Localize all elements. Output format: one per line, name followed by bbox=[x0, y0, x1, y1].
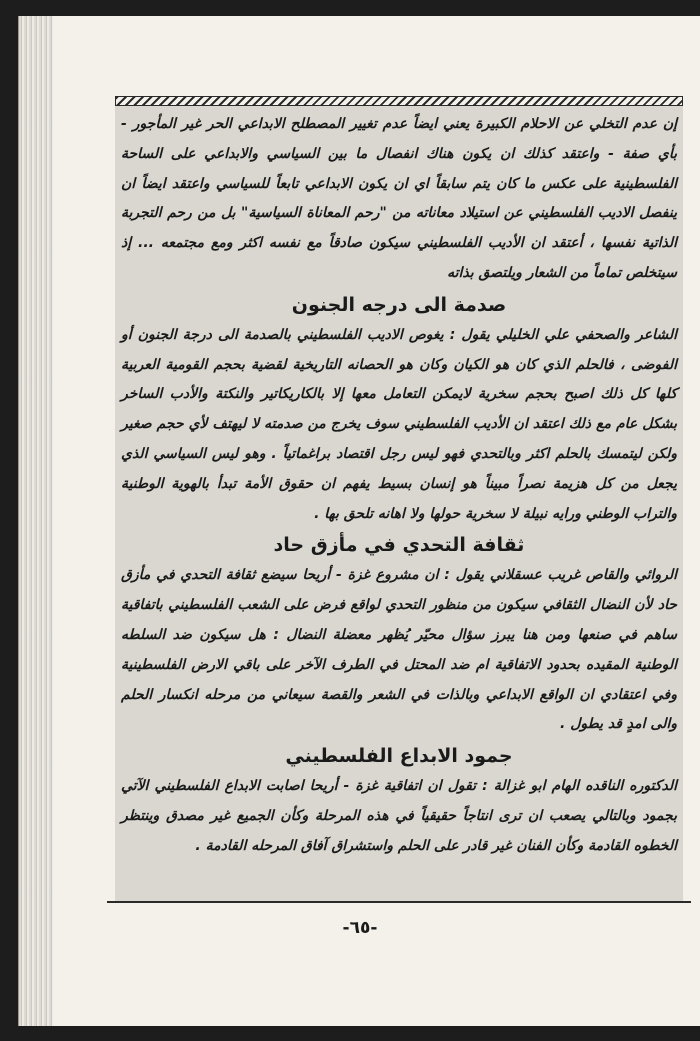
book-page bbox=[18, 16, 700, 1026]
article-body bbox=[115, 110, 683, 900]
bottom-rule bbox=[107, 901, 691, 903]
heading-stagnation: جمود الابداع الفلسطيني bbox=[285, 745, 513, 768]
decorative-border bbox=[115, 96, 683, 106]
page-number: -٦٥- bbox=[342, 918, 378, 938]
paragraph-abu-ghazala: الدكتوره الناقده الهام ابو غزالة : تقول ان اتفاقية غزة - أريحا اصابت الابداع الفلسطيني الآتي بجمود وبالتالي يصعب ان ترى انتاجاً حقيقياً في هذه المرحلة وكأن الجميع غير مصدق وينتظر الخطوه القادمة وكأن الفنان غير قادر على الحلم واستشراق آفاق المرحله القادمة . bbox=[121, 778, 677, 854]
intro-paragraph: إن عدم التخلي عن الاحلام الكبيرة يعني ايضاً عدم تغيير المصطلح الابداعي الحر غير المأجور - بأي صفة - واعتقد كذلك ان يكون هناك انفصال ما بين السياسي والابداعي على الساحة الفلسطينية على عكس ما كان يتم سابقاً اي ان يكون الابداعي تابعاً للسياسي واعتقد ايضاً ان ينفصل الاديب الفلسطيني عن استيلاد معاناته من "رحم المعاناة السياسية" بل من رحم التجربة الذاتية نفسها ، أعتقد ان الأديب الفلسطيني سيكون صادقاً مع نفسه اكثر ومع مجتمعه ... إذ سيتخلص تماماً من الشعار ويلتصق بذاته bbox=[121, 116, 678, 281]
paragraph-asqalani: الروائي والقاص غريب عسقلاني يقول : ان مشروع غزة - أريحا سيضع ثقافة التحدي في مأزق حاد لأن النضال الثقافي سيكون من منظور التحدي لواقع فرض على الشعب الفلسطيني باتفاقية ساهم في صنعها ومن هنا يبرز سؤال محيّر يُظهر معضلة النضال : هل سيكون ضد السلطه الوطنية المقيده بحدود الاتفاقية ام ضد المحتل في الطرف الآخر على باقي الارض الفلسطينية وفي اعتقادي ان الواقع الابداعي وبالذات في الشعر والقصة سيعاني من مرحله انكسار الحلم والى امدٍ قد يطول . bbox=[121, 567, 677, 733]
page-edges bbox=[19, 16, 53, 1026]
paragraph-khalili: الشاعر والصحفي علي الخليلي يقول : يغوص الاديب الفلسطيني بالصدمة الى درجة الجنون أو الفوضى ، فالحلم الذي كان هو الكيان وكان هو الحصانه التاريخية لقضية بحجم القومية العربية كلها كل ذلك اصبح بحجم سخرية لايمكن التعامل معها إلا بالكاريكاتير والنكتة والأدب الساخر بشكل عام مع ذلك اعتقد ان الأديب الفلسطيني سوف يخرج من صدمته لا ليهتف لأي حجم صغير ولكن ليتمسك بالحلم اكثر وبالتحدي فهو ليس رجل اقتصاد براغماتياً . وهو ليس السياسي الذي يجعل من كل هزيمة نصراً مبيناً هو إنسان بسيط يفهم ان حقوق الأمة تبدأ بالهوية الوطنية والتراب الوطني ورايه نبيلة لا سخرية حولها ولا اهانه تلحق بها . bbox=[121, 326, 677, 522]
heading-shock-to-madness: صدمة الى درجه الجنون bbox=[291, 293, 507, 316]
heading-culture-of-challenge: ثقافة التحدي في مأزق حاد bbox=[273, 534, 525, 557]
